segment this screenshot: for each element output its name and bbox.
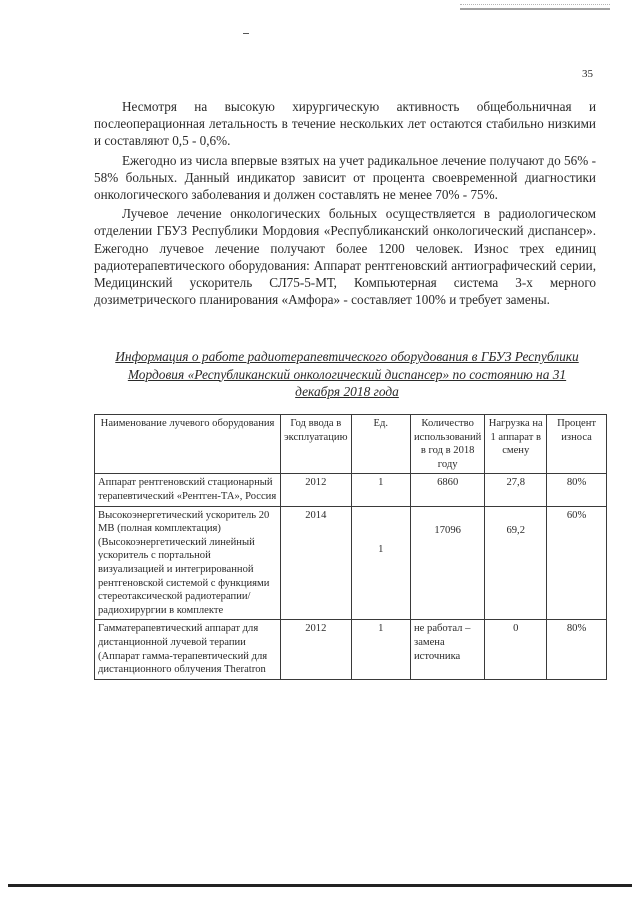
header-load-per-shift: Нагрузка на 1 аппарат в смену xyxy=(485,415,547,474)
cell-units: 1 xyxy=(351,620,411,679)
body-text xyxy=(94,98,596,310)
cell-equipment-name: Гамматерапевтический аппарат для дистанционной лучевой терапии (Аппарат гамма-терапевтический для дистанционного облучения Theratron xyxy=(95,620,281,679)
cell-load xyxy=(485,506,547,620)
table-row xyxy=(95,620,607,679)
cell-wear: 80% xyxy=(547,620,607,679)
cell-load-value: 69,2 xyxy=(506,524,525,536)
equipment-table xyxy=(94,414,607,680)
cell-usage: 6860 xyxy=(411,474,485,506)
scan-artifact xyxy=(460,4,610,10)
paragraph: Несмотря на высокую хирургическую активность общебольничная и послеоперационная летальность в течение нескольких лет остаются стабильно низкими и составляют 0,5 - 0,6%. xyxy=(94,99,596,149)
cell-year: 2014 xyxy=(281,506,351,620)
cell-units xyxy=(351,506,411,620)
cell-equipment-name: Высокоэнергетический ускоритель 20 МВ (полная комплектация) (Высокоэнергетический линейный ускоритель с портальной визуализацией и интегрированной рентгеновской системой с функциями стереотаксической радиотерапии/радиохирургии в комплекте xyxy=(95,506,281,620)
cell-year: 2012 xyxy=(281,474,351,506)
cell-wear: 60% xyxy=(547,506,607,620)
cell-equipment-name: Аппарат рентгеновский стационарный терапевтический «Рентген-ТА», Россия xyxy=(95,474,281,506)
table-row xyxy=(95,506,607,620)
cell-usage-value: 17096 xyxy=(434,524,461,536)
bottom-rule xyxy=(8,884,632,887)
table-row xyxy=(95,474,607,506)
paragraph: Ежегодно из числа впервые взятых на учет радикальное лечение получают до 56% - 58% больных. Данный индикатор зависит от процента своевременной диагностики онкологического заболевания и должен составлять не менее 70% - 75%. xyxy=(94,152,596,203)
cell-year: 2012 xyxy=(281,620,351,679)
header-units: Ед. xyxy=(351,415,411,474)
header-commission-year: Год ввода в эксплуатацию xyxy=(281,415,351,474)
cell-usage xyxy=(411,506,485,620)
cell-wear: 80% xyxy=(547,474,607,506)
header-equipment-name: Наименование лучевого оборудования xyxy=(95,415,281,474)
cell-units-value: 1 xyxy=(378,543,384,555)
scan-mark xyxy=(243,33,249,34)
cell-load: 27,8 xyxy=(485,474,547,506)
table-caption: Информация о работе радиотерапевтического оборудования в ГБУЗ Республики Мордовия «Республиканский онкологический диспансер» по состоянию на 31 декабря 2018 года xyxy=(115,349,579,400)
cell-units: 1 xyxy=(351,474,411,506)
header-wear-percent: Процент износа xyxy=(547,415,607,474)
cell-load: 0 xyxy=(485,620,547,679)
table-header-row xyxy=(95,415,607,474)
paragraph: Лучевое лечение онкологических больных осуществляется в радиологическом отделении ГБУЗ Республики Мордовия «Республиканский онкологический диспансер». Ежегодно лучевое лечение получают более 1200 человек. Износ трех единиц радиотерапевтического оборудования: Аппарат рентгеновский антиографический серии, Медицинский ускоритель СЛ75-5-МТ, Компьютерная система 3-х мерного дозиметрического планирования «Амфора» - составляет 100% и требует замены. xyxy=(94,206,596,308)
cell-usage: не работал – замена источника xyxy=(411,620,485,679)
page-number: 35 xyxy=(582,68,593,80)
header-usage-count: Количество использований в год в 2018 году xyxy=(411,415,485,474)
